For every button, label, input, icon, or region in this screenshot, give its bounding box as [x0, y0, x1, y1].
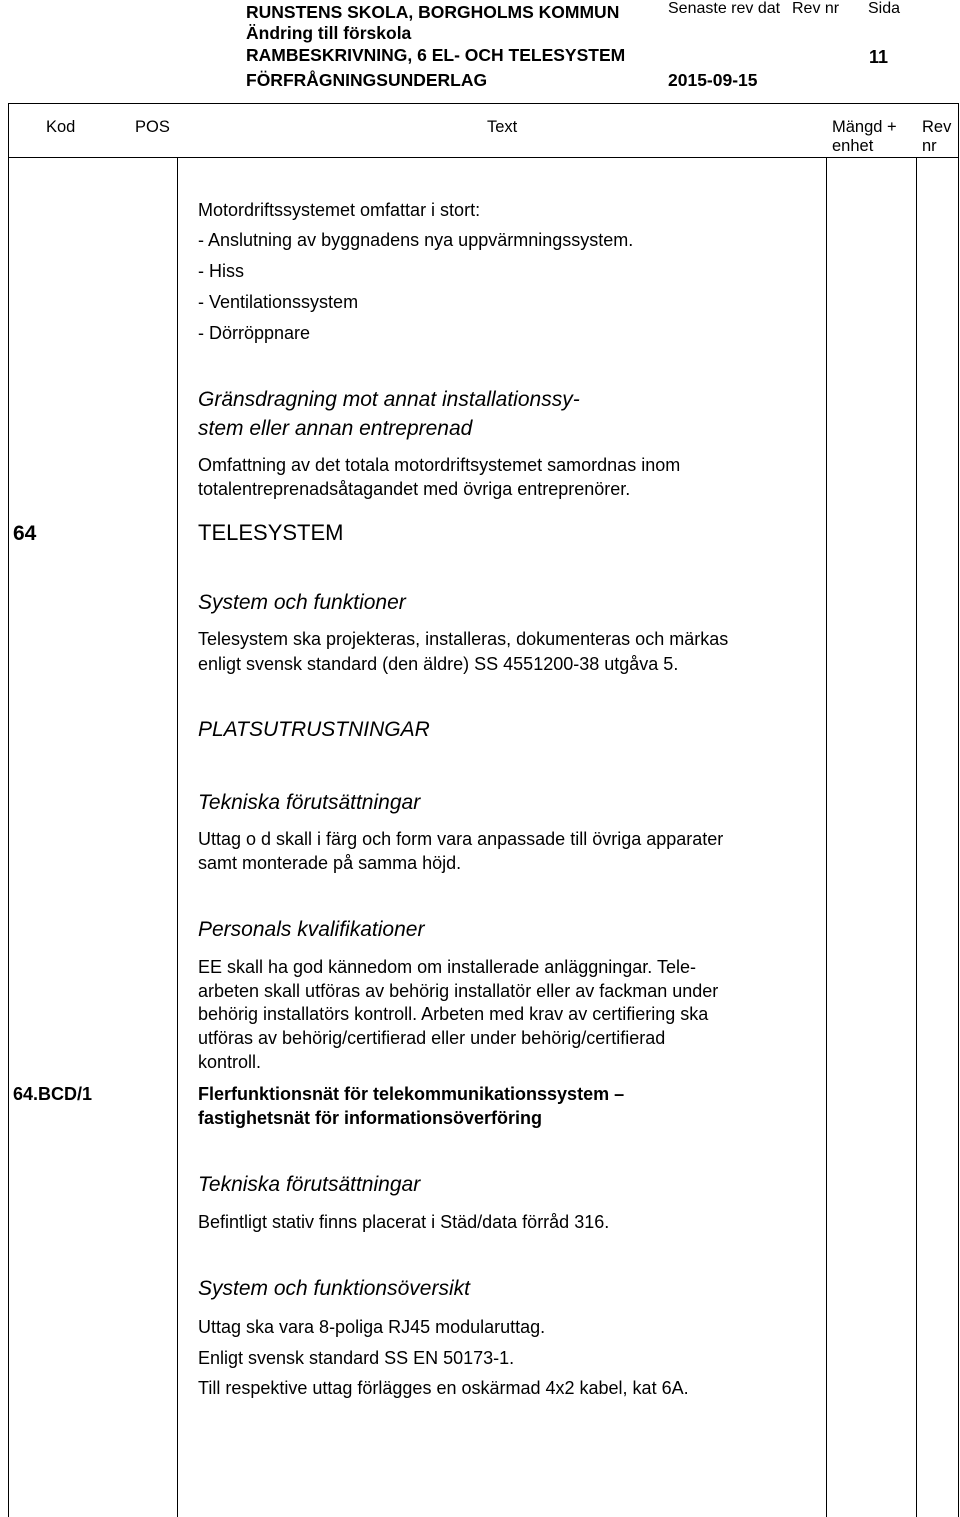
personal-text: kontroll. [198, 1052, 262, 1072]
kod-64: 64 [13, 522, 37, 545]
column-header-text: Text [487, 118, 518, 136]
column-header-pos: POS [135, 118, 170, 136]
system-text: Telesystem ska projekteras, installeras, dokumenteras och märkas [198, 629, 729, 649]
column-header-enhet: enhet [832, 137, 874, 155]
gransdragning-text: Omfattning av det totala motordriftsystemet samordnas inom [198, 455, 681, 475]
section-heading-system-och-funktionsoversikt: System och funktionsöversikt [198, 1277, 470, 1300]
header-date: 2015-09-15 [668, 70, 758, 90]
gransdragning-text: totalentreprenadsåtagandet med övriga entreprenörer. [198, 479, 631, 499]
system-text: enligt svensk standard (den äldre) SS 4551200-38 utgåva 5. [198, 654, 679, 674]
oversikt-text: Till respektive uttag förlägges en oskärmad 4x2 kabel, kat 6A. [198, 1378, 689, 1398]
section-heading-platsutrustningar: PLATSUTRUSTNINGAR [198, 718, 430, 741]
tekniska-text: Uttag o d skall i färg och form vara anpassade till övriga apparater [198, 829, 724, 849]
tekniska-text: samt monterade på samma höjd. [198, 853, 462, 873]
table-header-bottom-border [8, 157, 959, 158]
personal-text: EE skall ha god kännedom om installerade anläggningar. Tele- [198, 957, 696, 977]
motor-item: - Anslutning av byggnadens nya uppvärmningssystem. [198, 230, 634, 250]
befintligt-text: Befintligt stativ finns placerat i Städ/data förråd 316. [198, 1212, 610, 1232]
column-header-kod: Kod [46, 118, 76, 136]
header-document-title: RAMBESKRIVNING, 6 EL- OCH TELESYSTEM [246, 45, 626, 65]
section-heading-system-och-funktioner: System och funktioner [198, 591, 406, 614]
section-heading-tekniska-forutsattningar: Tekniska förutsättningar [198, 791, 421, 814]
motor-item: - Hiss [198, 261, 244, 281]
motor-intro: Motordriftssystemet omfattar i stort: [198, 200, 481, 220]
section-heading-flerfunktionsnat: Flerfunktionsnät för telekommunikationssystem – [198, 1084, 625, 1104]
table-right-border [958, 103, 959, 1517]
column-header-rev-nr: nr [922, 137, 937, 155]
oversikt-text: Enligt svensk standard SS EN 50173-1. [198, 1348, 515, 1368]
personal-text: arbeten skall utföras av behörig installatör eller av fackman under [198, 981, 719, 1001]
table-left-border [8, 103, 9, 1517]
header-project-name: RUNSTENS SKOLA, BORGHOLMS KOMMUN [246, 2, 620, 22]
kod-64-bcd-1: 64.BCD/1 [13, 1084, 93, 1104]
header-col-sida: Sida [868, 0, 901, 17]
section-heading-gransdragning: Gränsdragning mot annat installationssy- [198, 388, 580, 411]
table-mangd-column-right-border [916, 157, 917, 1517]
table-top-border [8, 103, 959, 104]
column-header-rev: Rev [922, 118, 952, 136]
section-heading-gransdragning-cont: stem eller annan entreprenad [198, 417, 473, 440]
header-col-senaste-rev-dat: Senaste rev dat [668, 0, 781, 17]
section-heading-tekniska-forutsattningar-2: Tekniska förutsättningar [198, 1173, 421, 1196]
page-number: 11 [869, 47, 889, 67]
header-subtitle: Ändring till förskola [246, 23, 412, 43]
table-text-column-left-border [177, 157, 178, 1517]
oversikt-text: Uttag ska vara 8-poliga RJ45 modularuttag. [198, 1317, 546, 1337]
table-text-column-right-border [826, 157, 827, 1517]
personal-text: utföras av behörig/certifierad eller under behörig/certifierad [198, 1028, 666, 1048]
section-heading-telesystem: TELESYSTEM [198, 520, 344, 545]
header-document-type: FÖRFRÅGNINGSUNDERLAG [246, 70, 488, 90]
section-heading-fastighetsnat: fastighetsnät för informationsöverföring [198, 1108, 543, 1128]
motor-item: - Ventilationssystem [198, 292, 359, 312]
motor-item: - Dörröppnare [198, 323, 311, 343]
column-header-mangd: Mängd + [832, 118, 897, 136]
personal-text: behörig installatörs kontroll. Arbeten med krav av certifiering ska [198, 1004, 709, 1024]
header-col-rev-nr: Rev nr [792, 0, 840, 17]
section-heading-personals-kvalifikationer: Personals kvalifikationer [198, 918, 425, 941]
